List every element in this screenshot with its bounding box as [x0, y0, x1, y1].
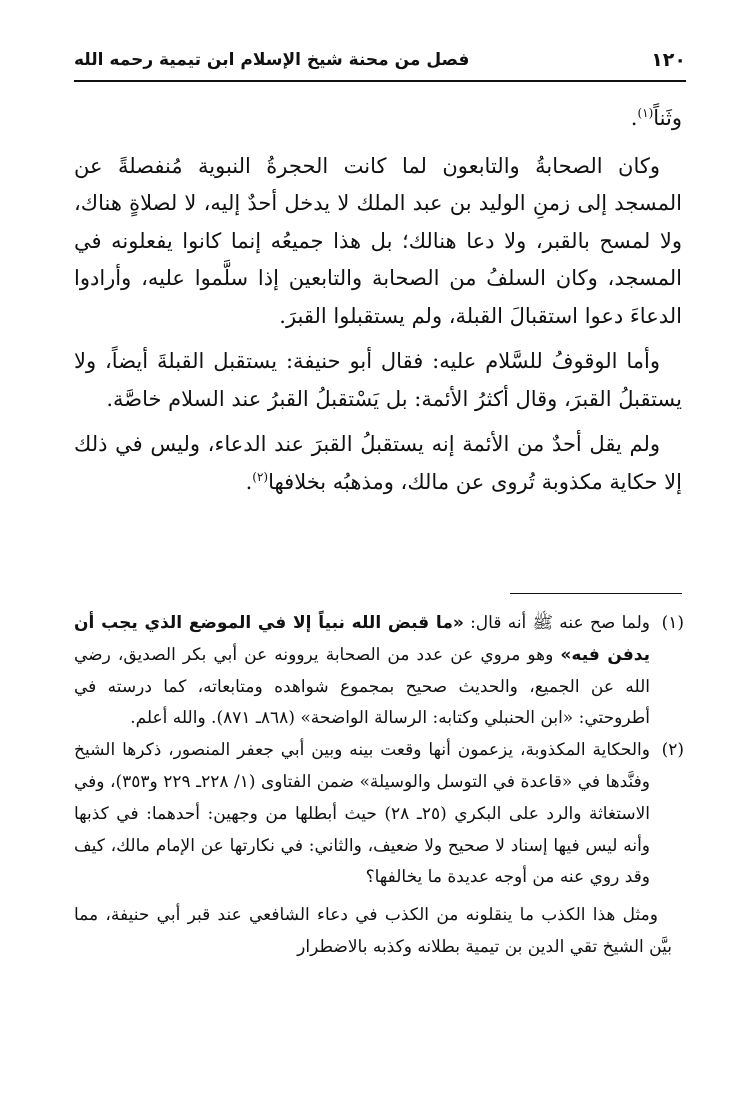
- paragraph-companions: وكان الصحابةُ والتابعون لما كانت الحجرةُ النبوية مُنفصلةً عن المسجد إلى زمنِ الوليد بن عبد الملك لا يدخل أحدٌ إليه، لا لصلاةٍ هناك، ولا لمسح بالقبر، ولا دعا هنالك؛ بل هذا جميعُه إنما كانوا يفعلونه في المسجد، وكان السلفُ من الصحابة والتابعين إذا سلَّموا عليه، وأرادوا الدعاءَ دعوا استقبالَ القبلة، ولم يستقبلوا القبرَ.: [74, 153, 682, 328]
- footnote-number: (٢): [661, 740, 684, 761]
- footnote-rest: وهو مروي عن عدد من الصحابة يروونه عن أبي بكر الصديق، رضي الله عن الجميع، والحديث صحيح بمجموع شواهده ومتابعاته، كما درسته في أطروحتي: «ابن الحنبلي وكتابه: الرسالة الواضحة» (٨٦٨ـ ٨٧١). والله أعلم.: [74, 644, 650, 729]
- paragraph-dua-end: .: [245, 469, 253, 494]
- page-header: [74, 44, 686, 76]
- footnote-body: [74, 608, 650, 735]
- paragraph-opening-end: .: [630, 106, 638, 130]
- footnotes: [74, 608, 684, 964]
- footnote-1: [74, 608, 684, 735]
- paragraph-dua-text: ولم يقل أحدٌ من الأئمة إنه يستقبلُ القبرَ عند الدعاء، وليس في ذلك إلا حكاية مكذوبة تُروى عن مالك، ومذهبُه بخلافها: [74, 432, 682, 494]
- main-text: [74, 100, 682, 509]
- hadith-quote: «ما قبض الله نبياً إلا في الموضع الذي يجب أن يدفن فيه»: [74, 613, 650, 665]
- footnote-lead: ولما صح عنه ﷺ أنه قال:: [463, 613, 650, 633]
- paragraph-salam: وأما الوقوفُ للسَّلام عليه: فقال أبو حنيفة: يستقبل القبلةَ أيضاً، ولا يستقبلُ القبرَ، وقال أكثرُ الأئمة: بل يَسْتقبلُ القبرُ عند السلام خاصَّة.: [74, 349, 682, 411]
- paragraph-opening-text: وثَناً: [653, 106, 682, 130]
- page-number: ١٢٠: [651, 49, 686, 71]
- footnote-body: والحكاية المكذوبة، يزعمون أنها وقعت بينه وبين أبي جعفر المنصور، ذكرها الشيخ وفنَّدها في «قاعدة في التوسل والوسيلة» ضمن الفتاوى (١/ ٢٢٨ـ ٢٢٩ و٣٥٣)، وفي الاستغاثة والرد على البكري (٢٥ـ ٢٨) حيث أبطلها من وجهين: أحدهما: في كذبها وأنه ليس فيها إسناد لا صحيح ولا ضعيف، والثاني: في نكارتها عن الإمام مالك، كيف وقد روي عنه من أوجه عديدة ما يخالفها؟: [74, 740, 651, 888]
- footnote-continuation: ومثل هذا الكذب ما ينقلونه من الكذب في دعاء الشافعي عند قبر أبي حنيفة، مما بيَّن الشيخ تقي الدين بن تيمية بطلانه وكذبه بالاضطرار: [74, 905, 672, 957]
- paragraph-dua: [74, 426, 682, 501]
- footnote-number: (١): [661, 613, 684, 633]
- footnote-ref-2: (٢): [252, 469, 269, 484]
- paragraph-opening: [74, 100, 682, 138]
- running-title: فصل من محنة شيخ الإسلام ابن تيمية رحمه الله: [74, 50, 470, 70]
- footnote-separator: [510, 593, 682, 594]
- footnote-2: [74, 735, 684, 894]
- header-rule: [74, 80, 686, 82]
- footnote-ref-1: (١): [637, 106, 654, 120]
